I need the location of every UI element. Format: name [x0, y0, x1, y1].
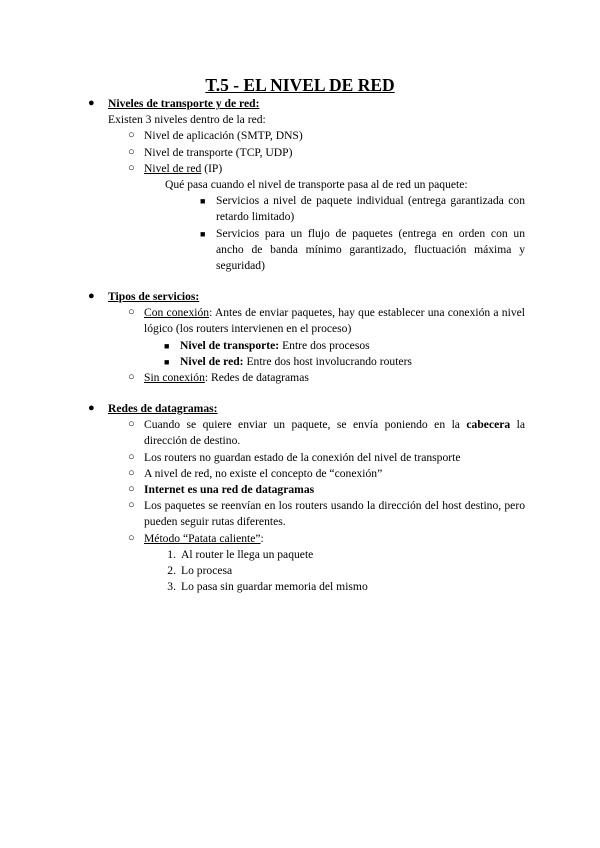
list-item-text: Sin conexión: Redes de datagramas — [144, 371, 309, 385]
bullet-square-icon: ■ — [164, 340, 170, 351]
list-item — [0, 370, 600, 386]
bullet-circle-icon: ○ — [128, 145, 135, 158]
item-number: 3. — [167, 580, 176, 594]
bullet-circle-icon: ○ — [128, 483, 135, 496]
list-item — [0, 482, 600, 498]
bullet-disc-icon: ● — [88, 402, 95, 414]
list-item — [0, 531, 600, 547]
section-heading-row — [0, 96, 600, 112]
bullet-circle-icon: ○ — [128, 306, 135, 319]
numbered-item-text: Lo pasa sin guardar memoria del mismo — [181, 580, 368, 594]
bullet-circle-icon: ○ — [128, 531, 135, 544]
list-item — [0, 193, 600, 225]
list-item-text: Internet es una red de datagramas — [144, 483, 315, 497]
list-item — [0, 161, 600, 177]
numbered-item — [0, 579, 600, 595]
list-item-text: Servicios para un flujo de paquetes (entrega en orden con un ancho de banda mínimo garantizado, fluctuación máxima y seguridad) — [216, 226, 525, 273]
bullet-circle-icon: ○ — [128, 371, 135, 384]
numbered-item-text: Al router le llega un paquete — [181, 547, 314, 561]
bullet-circle-icon: ○ — [128, 466, 135, 479]
list-item — [0, 354, 600, 370]
list-item — [0, 305, 600, 337]
bullet-circle-icon: ○ — [128, 450, 135, 463]
list-item-text: Nivel de transporte: Entre dos procesos — [180, 338, 370, 352]
section-niveles — [0, 96, 600, 274]
list-item — [0, 417, 600, 449]
list-item-text: Los paquetes se reenvían en los routers usando la dirección del host destino, pero pueden seguir rutas diferentes. — [144, 499, 525, 529]
list-item-term: Sin conexión — [144, 371, 205, 385]
numbered-item-text: Lo procesa — [181, 564, 233, 578]
list-item-term: Método “Patata caliente” — [144, 531, 261, 545]
paragraph: Existen 3 niveles dentro de la red: — [108, 113, 266, 127]
bullet-disc-icon: ● — [88, 290, 95, 302]
list-item — [0, 450, 600, 466]
list-item — [0, 498, 600, 530]
section-heading-row — [0, 401, 600, 417]
bullet-circle-icon: ○ — [128, 129, 135, 142]
bullet-disc-icon: ● — [88, 97, 95, 109]
item-number: 2. — [167, 564, 176, 578]
list-item-term: Con conexión — [144, 306, 210, 320]
bullet-circle-icon: ○ — [128, 418, 135, 431]
list-item — [0, 145, 600, 161]
list-item-text: Servicios a nivel de paquete individual (entrega garantizada con retardo limitado) — [216, 194, 525, 224]
bullet-square-icon: ■ — [200, 196, 206, 207]
section-tipos — [0, 289, 600, 386]
list-item-term: Nivel de red — [144, 161, 202, 175]
bullet-circle-icon: ○ — [128, 499, 135, 512]
list-item-text: Método “Patata caliente”: — [144, 531, 264, 545]
list-item-text: Nivel de red (IP) — [144, 161, 223, 175]
list-item-text: A nivel de red, no existe el concepto de “conexión” — [144, 466, 383, 480]
section-redes — [0, 401, 600, 595]
page-title: T.5 - EL NIVEL DE RED — [205, 75, 395, 95]
list-item-text: Nivel de red: Entre dos host involucrando routers — [180, 354, 412, 368]
list-item-text: Los routers no guardan estado de la conexión del nivel de transporte — [144, 450, 461, 464]
numbered-item — [0, 563, 600, 579]
list-item — [0, 226, 600, 275]
section-heading-row — [0, 289, 600, 305]
bullet-square-icon: ■ — [164, 356, 170, 367]
list-item — [0, 338, 600, 354]
list-item-text: Nivel de aplicación (SMTP, DNS) — [144, 129, 303, 143]
list-item — [0, 466, 600, 482]
list-item-text: Cuando se quiere enviar un paquete, se envía poniendo en la cabecera la dirección de destino. — [144, 418, 526, 448]
bullet-circle-icon: ○ — [128, 161, 135, 174]
item-number: 1. — [167, 547, 176, 561]
paragraph: Qué pasa cuando el nivel de transporte pasa al de red un paquete: — [165, 178, 468, 192]
bullet-square-icon: ■ — [200, 228, 206, 239]
numbered-item — [0, 547, 600, 563]
list-item-text: Nivel de transporte (TCP, UDP) — [144, 145, 293, 159]
section-heading: Niveles de transporte y de red: — [108, 97, 260, 110]
list-item — [0, 128, 600, 144]
section-heading: Redes de datagramas: — [108, 402, 218, 415]
section-heading: Tipos de servicios: — [108, 290, 200, 303]
list-item-text: Con conexión: Antes de enviar paquetes, hay que establecer una conexión a nivel lógico (los routers intervienen en el proceso) — [144, 306, 525, 336]
